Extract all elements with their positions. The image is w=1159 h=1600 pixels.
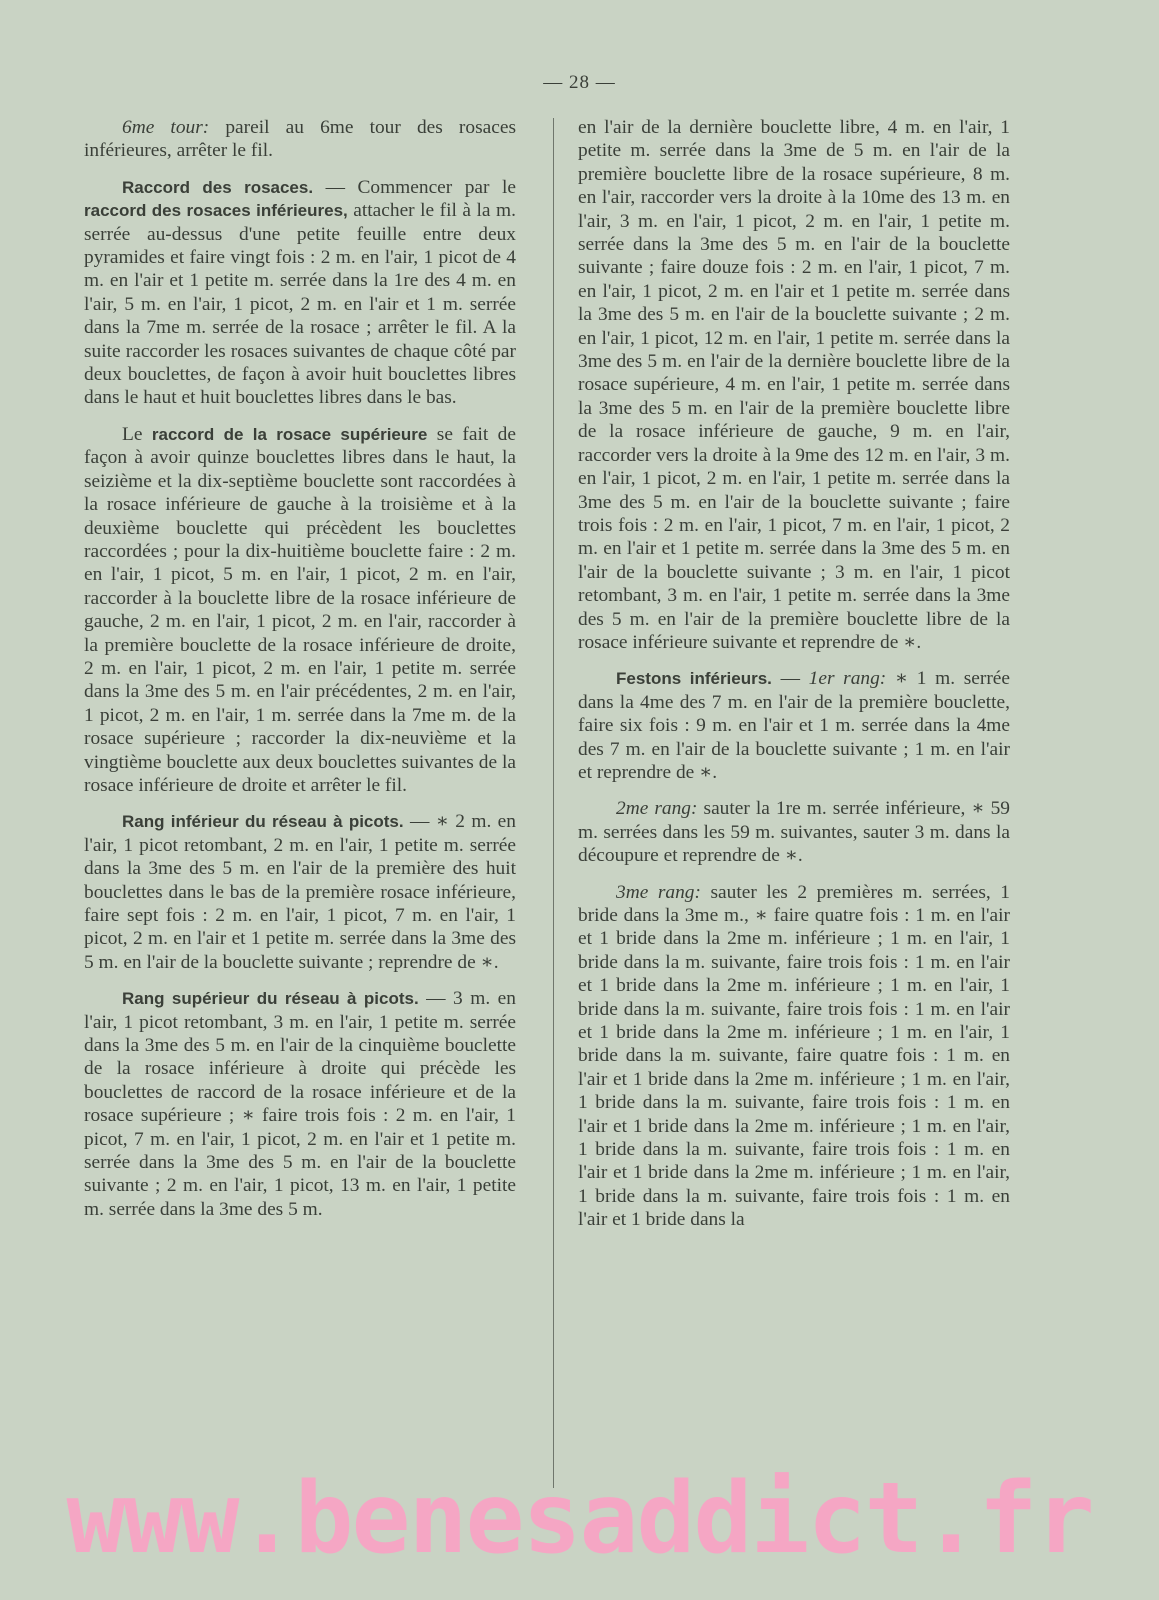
paragraph-2me-rang	[578, 797, 1010, 867]
paragraph-text: Le	[122, 423, 152, 445]
watermark: www.benesaddict.fr	[66, 1462, 1093, 1576]
round-label: 1er rang:	[808, 668, 887, 690]
section-heading: Rang inférieur du réseau à picots.	[122, 812, 404, 832]
left-column	[84, 116, 516, 1234]
paragraph-text: pareil au 6me tour des rosaces inférieures, arrêter le fil.	[84, 117, 516, 162]
paragraph-festons-1er-rang	[578, 667, 1010, 784]
paragraph-rang-inferieur	[84, 810, 516, 974]
section-heading: Rang supérieur du réseau à picots.	[122, 989, 419, 1009]
paragraph-text: — ∗ 2 m. en l'air, 1 picot retombant, 2 m. en l'air, 1 petite m. serrée dans la 3me des 5 m. en l'air de la première des huit bouclettes dans le bas de la première rosace inférieure, faire sept fois : 2 m. en l'air, 1 picot, 7 m. en l'air, 1 picot, 2 m. en l'air et 1 petite m. serrée dans la 3me des 5 m. en l'air de la bouclette suivante ; reprendre de ∗.	[84, 811, 516, 973]
paragraph-text: se fait de façon à avoir quinze bouclettes libres dans le haut, la seizième et la dix-septième bouclette sont raccordées à la rosace inférieure de gauche à la troisième et à la deuxième bouclette qui précèdent les bouclettes raccordées ; pour la dix-huitième bouclette faire : 2 m. en l'air, 1 picot, 5 m. en l'air, 1 picot, 2 m. en l'air, raccorder à la bouclette libre de la rosace inférieure de gauche, 2 m. en l'air, 1 picot, 2 m. en l'air, raccorder à la première bouclette de la rosace inférieure de droite, 2 m. en l'air, 1 picot, 2 m. en l'air, 1 petite m. serrée dans la 3me des 5 m. en l'air précédentes, 2 m. en l'air, 1 picot, 2 m. en l'air, 1 m. serrée dans la 7me m. de la rosace supérieure ; raccorder la dix-neuvième et la vingtième bouclette aux deux bouclettes suivantes de la rosace inférieure de droite et arrêter le fil.	[84, 423, 516, 796]
round-label: 2me rang:	[616, 798, 698, 820]
paragraph-text: attacher le fil à la m. serrée au-dessus d'une petite feuille entre deux pyramides et faire vingt fois : 2 m. en l'air, 1 picot de 4 m. en l'air et 1 petite m. serrée dans la 1re des 4 m. en l'air, 5 m. en l'air, 1 picot, 2 m. en l'air et 1 m. serrée dans la 7me m. serrée de la rosace ; arrêter le fil. A la suite raccorder les rosaces suivantes de chaque côté par deux bouclettes, de façon à avoir huit bouclettes libres dans le haut et huit bouclettes libres dans le bas.	[84, 200, 516, 409]
inline-heading: raccord de la rosace supérieure	[151, 424, 428, 444]
section-heading: Raccord des rosaces.	[122, 177, 314, 197]
paragraph-text: sauter les 2 premières m. serrées, 1 bride dans la 3me m., ∗ faire quatre fois : 1 m. en l'air et 1 bride dans la 2me m. inférieure ; 1 m. en l'air, 1 bride dans la m. suivante, faire trois fois : 1 m. en l'air et 1 bride dans la 2me m. inférieure ; 1 m. en l'air, 1 bride dans la m. suivante, faire trois fois : 1 m. en l'air et 1 bride dans la 2me m. inférieure ; 1 m. en l'air, 1 bride dans la m. suivante, faire quatre fois : 1 m. en l'air et 1 bride dans la 2me m. inférieure ; 1 m. en l'air, 1 bride dans la m. suivante, faire trois fois : 1 m. en l'air et 1 bride dans la 2me m. inférieure ; 1 m. en l'air, 1 bride dans la m. suivante, faire trois fois : 1 m. en l'air et 1 bride dans la 2me m. inférieure ; 1 m. en l'air, 1 bride dans la m. suivante, faire trois fois : 1 m. en l'air et 1 bride dans la	[578, 881, 1010, 1231]
paragraph-text: sauter la 1re m. serrée inférieure, ∗ 59 m. serrées dans les 59 m. suivantes, sauter 3 m. dans la découpure et reprendre de ∗.	[578, 798, 1010, 867]
paragraph-continuation	[578, 116, 1010, 654]
round-label: 3me rang:	[616, 881, 701, 903]
paragraph-text: — 3 m. en l'air, 1 picot retombant, 3 m. en l'air, 1 petite m. serrée dans la 3me des 5 m. en l'air de la cinquième bouclette de la rosace inférieure à droite qui précède les bouclettes de raccord de la rosace inférieure et de la rosace supérieure ; ∗ faire trois fois : 2 m. en l'air, 1 picot, 7 m. en l'air, 1 picot, 2 m. en l'air et 1 petite m. serrée dans la 3me des 5 m. en l'air de la bouclette suivante ; 2 m. en l'air, 1 picot, 13 m. en l'air, 1 petite m. serrée dans la 3me des 5 m.	[84, 988, 516, 1220]
paragraph-6me-tour	[84, 116, 516, 163]
round-label: 6me tour:	[122, 117, 210, 138]
right-column	[578, 116, 1010, 1245]
section-heading: Festons inférieurs.	[616, 669, 772, 689]
inline-heading: raccord des rosaces inférieures,	[84, 201, 348, 221]
paragraph-raccord-superieure	[84, 423, 516, 798]
paragraph-raccord-rosaces	[84, 176, 516, 410]
paragraph-text: en l'air de la dernière bouclette libre, 4 m. en l'air, 1 petite m. serrée dans la 3me de 5 m. en l'air de la première bouclette libre de la rosace supérieure, 8 m. en l'air, raccorder vers la droite à la 10me des 13 m. en l'air, 3 m. en l'air, 1 picot, 2 m. en l'air, 1 petite m. serrée dans la 3me des 5 m. en l'air de la bouclette suivante ; faire douze fois : 2 m. en l'air, 1 picot, 7 m. en l'air, 1 picot, 2 m. en l'air et 1 petite m. serrée dans la 3me des 5 m. en l'air de la bouclette suivante ; 2 m. en l'air, 1 picot, 12 m. en l'air, 1 petite m. serrée dans la 3me des 5 m. en l'air de la dernière bouclette libre de la rosace supérieure, 4 m. en l'air, 1 petite m. serrée dans la 3me des 5 m. en l'air de la première bouclette libre de la rosace inférieure de gauche, 9 m. en l'air, raccorder vers la droite à la 9me des 12 m. en l'air, 3 m. en l'air, 1 picot, 2 m. en l'air, 1 petite m. serrée dans la 3me des 5 m. en l'air de la bouclette suivante ; faire trois fois : 2 m. en l'air, 1 picot, 7 m. en l'air, 1 picot, 2 m. en l'air et 1 petite m. serrée dans la 3me des 5 m. en l'air de la bouclette suivante ; 3 m. en l'air, 1 picot retombant, 3 m. en l'air, 1 petite m. serrée dans la 3me des 5 m. en l'air de la première bouclette libre de la rosace inférieure suivante et reprendre de ∗.	[578, 117, 1010, 653]
paragraph-text: ∗ 1 m. serrée dans la 4me des 7 m. en l'air de la première bouclette, faire six fois : 9 m. en l'air et 1 m. serrée dans la 4me des 7 m. en l'air de la bouclette suivante ; 1 m. en l'air et reprendre de ∗.	[578, 668, 1010, 783]
paragraph-rang-superieur	[84, 987, 516, 1221]
page-number: — 28 —	[543, 72, 616, 93]
paragraph-text: — Commencer par le	[313, 176, 516, 198]
paragraph-text: —	[771, 668, 809, 690]
column-divider	[553, 118, 554, 1488]
paragraph-3me-rang	[578, 881, 1010, 1232]
